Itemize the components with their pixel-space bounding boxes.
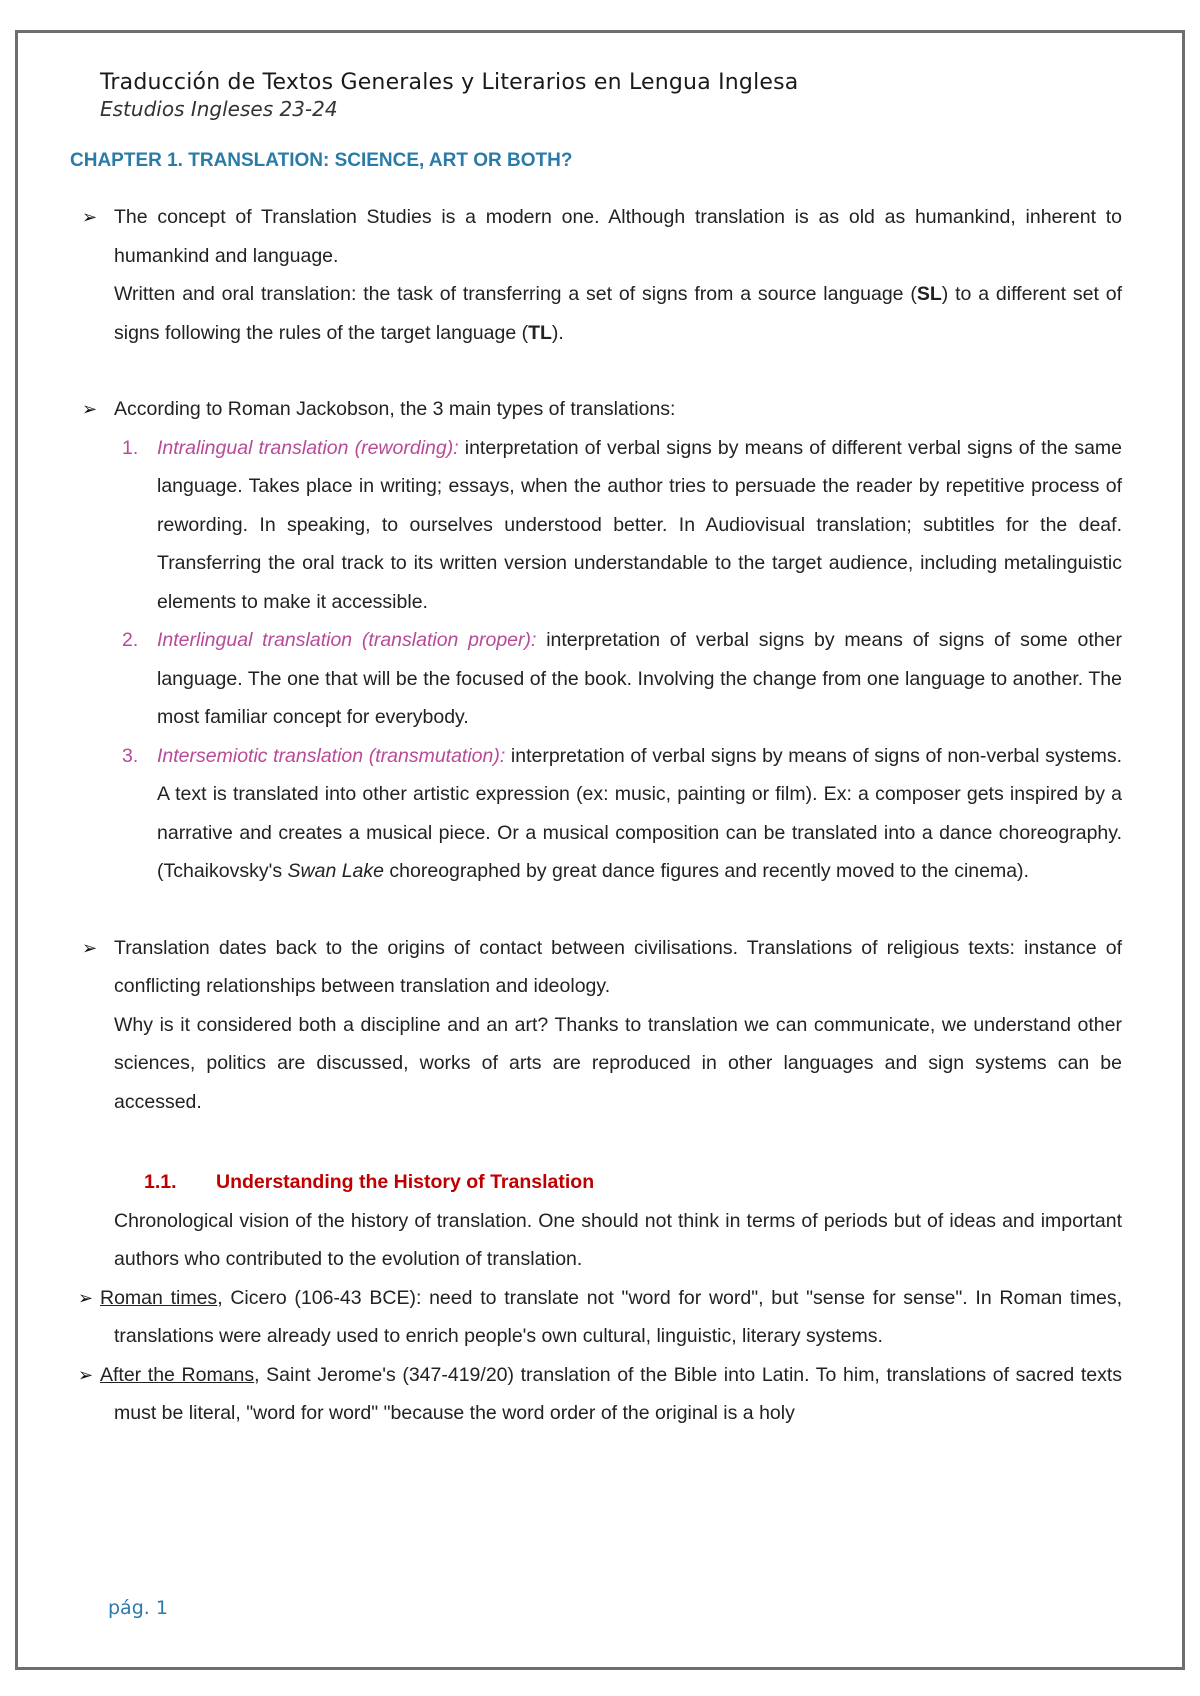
term-label: Intersemiotic translation (transmutation):	[157, 744, 506, 767]
document-subtitle: Estudios Ingleses 23-24	[100, 97, 338, 121]
jakobson-bullet	[82, 390, 1122, 429]
list-number: 3.	[122, 744, 139, 767]
origins-paragraph: Translation dates back to the origins of contact between civilisations. Translations of religious texts: instance of conflicting relationships between translation and ideology.	[114, 936, 1122, 997]
definition-paragraph: Written and oral translation: the task of transferring a set of signs from a source language (SL) to a different set of signs following the rules of the target language (TL).	[114, 283, 1122, 344]
arrow-bullet-icon: ➢	[78, 1287, 94, 1308]
section-number: 1.1.	[144, 1171, 177, 1193]
arrow-bullet-icon: ➢	[82, 937, 98, 958]
section-intro: Chronological vision of the history of translation. One should not think in terms of periods but of ideas and important authors who contributed to the evolution of translation.	[114, 1209, 1122, 1270]
tl-abbrev: TL	[528, 321, 552, 344]
document-body	[78, 198, 1123, 1433]
page-number: pág. 1	[108, 1597, 168, 1619]
history-item: ➢ After the Romans, Saint Jerome's (347-419/20) translation of the Bible into Latin. To him, translations of sacred texts must be literal, "word for word" "because the word order of the original is a holy	[82, 1356, 1122, 1433]
term-label: Interlingual translation (translation proper):	[157, 629, 537, 651]
origins-bullet	[82, 929, 1122, 1122]
period-label: After the Romans	[100, 1363, 255, 1386]
term-label: Intralingual translation (rewording):	[157, 436, 459, 459]
discipline-paragraph: Why is it considered both a discipline and an art? Thanks to translation we can communicate, we understand other sciences, politics are discussed, works of arts are reproduced in other languages and sign systems can be accessed.	[114, 1013, 1122, 1113]
intro-paragraph: The concept of Translation Studies is a modern one. Although translation is as old as humankind, inherent to humankind and language.	[114, 206, 1122, 267]
list-item	[82, 429, 1122, 622]
term-description: interpretation of verbal signs by means of signs of non-verbal systems. A text is translated into other artistic expression (ex: music, painting or film). Ex: a composer gets inspired by a narrative and creates a musical piece. Or a musical composition can be translated into a dance choreography. (Tchaikovsky's	[157, 744, 1122, 882]
document-header	[100, 70, 798, 121]
list-number: 2.	[122, 629, 139, 651]
list-item: 3. Intersemiotic translation (transmutation): interpretation of verbal signs by means of signs of non-verbal systems. A text is translated into other artistic expression (ex: music, painting or film). Ex: a composer gets inspired by a narrative and creates a musical piece. Or a musical composition can be translated into a dance choreography. (Tchaikovsky's Swan Lake choreographed by great dance figures and recently moved to the cinema).	[82, 737, 1122, 891]
document-title: Traducción de Textos Generales y Literarios en Lengua Inglesa	[100, 70, 799, 95]
intro-bullet	[82, 198, 1122, 352]
list-item	[82, 621, 1122, 737]
term-description: interpretation of verbal signs by means of different verbal signs of the same language. Takes place in writing; essays, when the author tries to persuade the reader by repetitive process of rewording. In speaking, to ourselves understood better. In Audiovisual translation; subtitles for the deaf. Transferring the oral track to its written version understandable to the target audience, including metalinguistic elements to make it accessible.	[157, 436, 1122, 613]
section-title: Understanding the History of Translation	[216, 1171, 595, 1193]
list-number: 1.	[122, 436, 139, 459]
sl-abbrev: SL	[916, 283, 942, 305]
period-label: Roman times	[100, 1286, 218, 1309]
work-title: Swan Lake	[287, 860, 384, 882]
term-description: interpretation of verbal signs by means of signs of some other language. The one that will be the focused of the book. Involving the change from one language to another. The most familiar concept for everybody.	[157, 629, 1122, 728]
jakobson-lead: According to Roman Jackobson, the 3 main types of translations:	[114, 398, 676, 420]
history-item: ➢ Roman times, Cicero (106-43 BCE): need to translate not "word for word", but "sense for sense". In Roman times, translations were already used to enrich people's own cultural, linguistic, literary systems.	[82, 1279, 1122, 1356]
section-heading	[82, 1163, 1122, 1202]
arrow-bullet-icon: ➢	[78, 1364, 94, 1385]
arrow-bullet-icon: ➢	[82, 399, 98, 419]
chapter-title: CHAPTER 1. TRANSLATION: SCIENCE, ART OR BOTH?	[70, 150, 573, 171]
translation-types-list	[82, 429, 1122, 891]
arrow-bullet-icon: ➢	[82, 207, 98, 227]
